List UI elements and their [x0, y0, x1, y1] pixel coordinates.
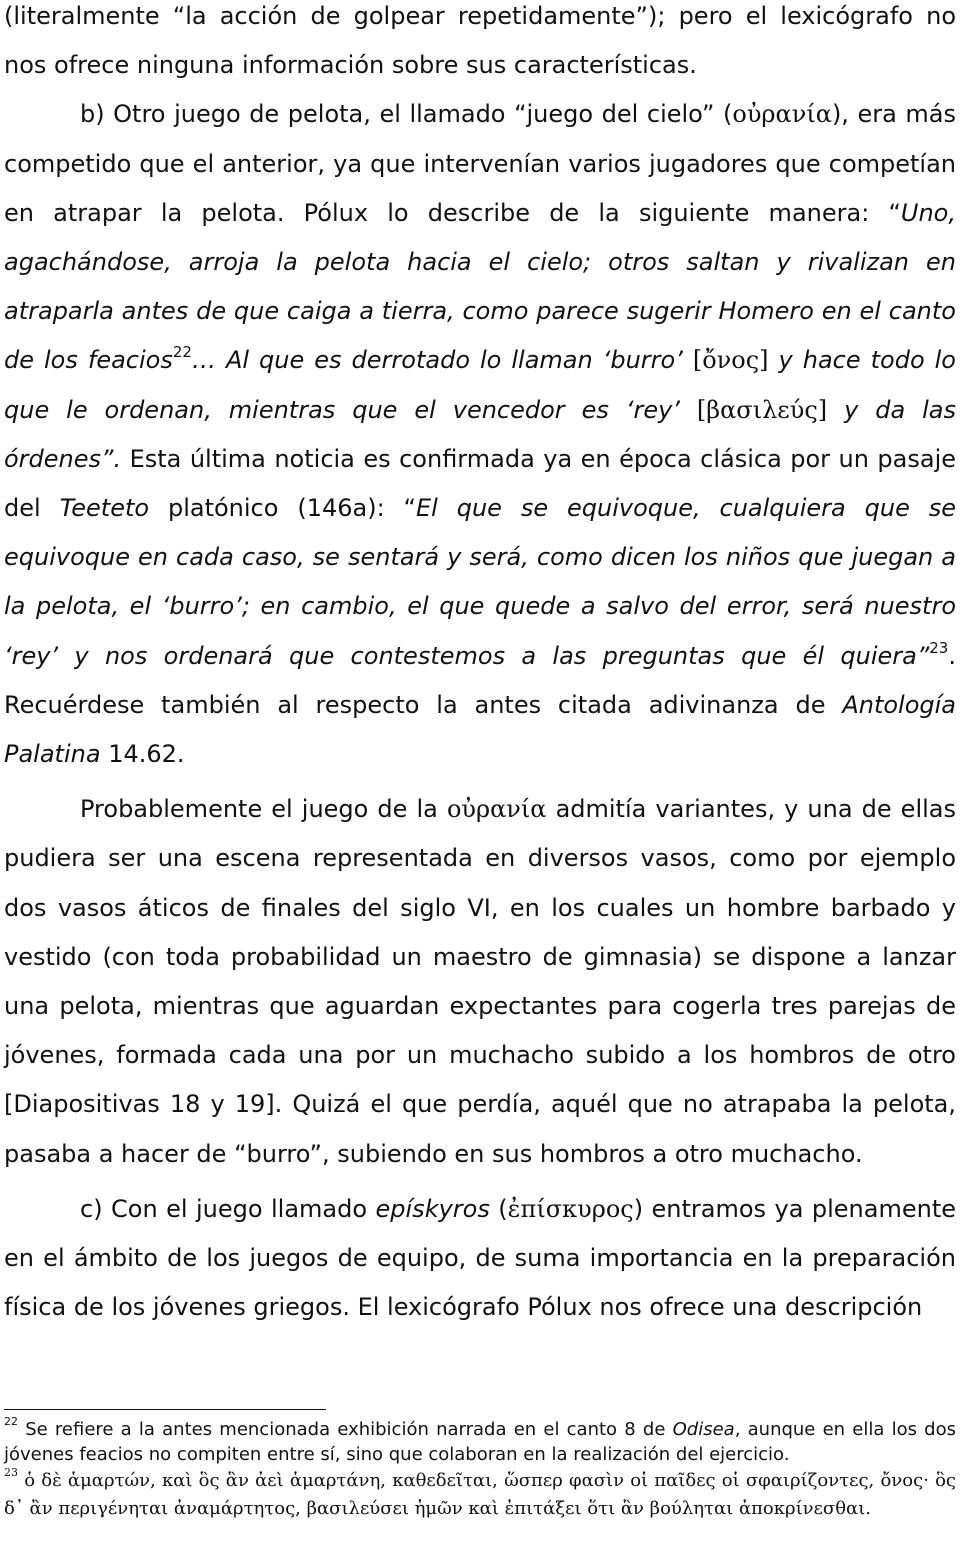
- greek-term: [ὄνος]: [692, 346, 769, 375]
- text: Se refiere a la antes mencionada exhibición narrada en el canto 8 de: [18, 1419, 673, 1440]
- paragraph-ourania-description: [4, 90, 956, 779]
- text: , aunque en ella los dos jóvenes feacios no compiten entre sí, sino que colaboran en la realización del ejercicio.: [4, 1419, 956, 1465]
- text: (literalmente “la acción de golpear repetidamente”); pero el lexicógrafo no nos ofrece ninguna información sobre sus características.: [4, 2, 956, 80]
- quotation: … Al que es derrotado lo llaman ‘burro’: [191, 346, 693, 375]
- text: (: [489, 1194, 508, 1223]
- body-text: [4, 0, 956, 1332]
- work-title: Antología Palatina: [4, 690, 956, 769]
- greek-term: οὐρανία: [446, 795, 547, 824]
- quotation: Uno, agachándose, arroja la pelota hacia el cielo; otros saltan y rivalizan en atraparla antes de que caiga a tierra, como parece sugerir Homero en el canto de los feacios: [4, 198, 956, 375]
- quotation: y hace todo lo que le ordenan, mientras que el vencedor es ‘rey’: [4, 346, 956, 424]
- text: ) entramos ya plenamente en el ámbito de los juegos de equipo, de suma importancia en la preparación física de los jóvenes griegos. El lexicógrafo Pólux nos ofrece una descripción: [4, 1194, 956, 1322]
- greek-term: [βασιλεύς]: [696, 395, 828, 424]
- greek-term: ἐπίσκυρος: [507, 1194, 634, 1223]
- quotation: El que se equivoque, cualquiera que se equivoque en cada caso, se sentará y será, como dicen los niños que juegan a la pelota, el ‘burro’; en cambio, el que quede a salvo del error, será nuestro ‘rey’ y nos ordenará que contestemos a las preguntas que él quiera”: [4, 494, 957, 670]
- text: Esta última noticia es confirmada ya en época clásica por un pasaje del: [4, 444, 956, 523]
- footnote-ref-23[interactable]: 23: [929, 638, 949, 657]
- quotation: y da las órdenes”.: [4, 395, 956, 473]
- paragraph-1: [4, 0, 956, 90]
- footnote-ref-22[interactable]: 22: [172, 343, 192, 362]
- text: Probablemente el juego de la: [80, 795, 447, 824]
- greek-term: οὐρανία: [732, 100, 832, 129]
- footnote-23: [4, 1467, 956, 1523]
- game-name: epískyros: [375, 1194, 490, 1223]
- footnote-number: 22: [4, 1415, 18, 1428]
- footnotes: [4, 1417, 956, 1523]
- text: c) Con el juego llamado: [80, 1194, 376, 1223]
- footnote-number: 23: [4, 1466, 18, 1479]
- text: ), era más competido que el anterior, ya que intervenían varios jugadores que competían en atrapar la pelota. Pólux lo describe de la siguiente manera: “: [4, 100, 957, 227]
- work-title: Teeteto: [59, 494, 150, 523]
- text: platónico (146a): “: [149, 494, 416, 523]
- paragraph-variants: [4, 785, 956, 1179]
- paragraph-episkyros: [4, 1185, 956, 1333]
- text: admitía variantes, y una de ellas pudiera ser una escena representada en diversos vasos, como por ejemplo dos vasos áticos de finales del siglo VI, en los cuales un hombre barbado y vestido (con toda probabilidad un maestro de gimnasia) se dispone a lanzar una pelota, mientras que aguardan expectantes para cogerla tres parejas de jóvenes, formada cada una por un muchacho subido a los hombros de otro [Diapositivas 18 y 19]. Quizá el que perdía, aquél que no atrapaba la pelota, pasaba a hacer de “burro”, subiendo en sus hombros a otro muchacho.: [4, 795, 956, 1168]
- text: . Recuérdese también al respecto la antes citada adivinanza de: [4, 641, 956, 719]
- footnote-22: [4, 1417, 956, 1467]
- text: 14.62.: [100, 740, 185, 769]
- text: b) Otro juego de pelota, el llamado “juego del cielo” (: [80, 100, 733, 129]
- greek-quotation: ὁ δὲ ἁμαρτών, καὶ ὃς ἂν ἀεὶ ἁμαρτάνη, καθεδεῖται, ὥσπερ φασὶν οἱ παῖδες οἱ σφαιρίζοντες, ὄνος· ὃς δ᾽ ἂν περιγένηται ἀναμάρτητος, βασιλεύσει ἡμῶν καὶ ἐπιτάξει ὅτι ἂν βούληται ἀποκρίνεσθαι.: [4, 1470, 956, 1519]
- work-title: Odisea: [672, 1419, 735, 1440]
- footnote-separator: [4, 1409, 326, 1410]
